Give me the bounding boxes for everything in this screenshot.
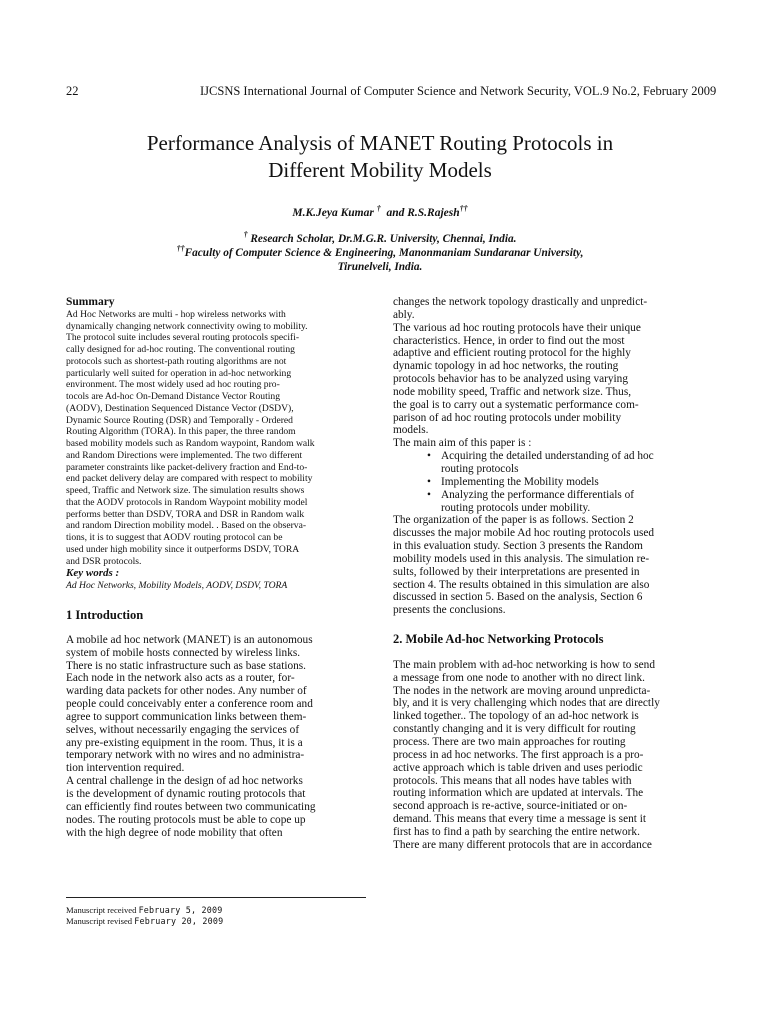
summary-line: speed, Traffic and Network size. The simulation results shows: [66, 485, 305, 497]
affiliations: [60, 232, 700, 274]
text-line: characteristics. Hence, in order to find out the most: [393, 334, 625, 347]
text-line: models.: [393, 424, 429, 437]
affil-mark: ††: [176, 244, 185, 254]
text-line: presents the conclusions.: [393, 604, 506, 617]
footnote-divider: [66, 897, 366, 898]
right-column: [393, 296, 691, 852]
text-line: bly, and it is very challenging which nodes that are directly: [393, 697, 660, 710]
text-line: a message from one node to another with no direct link.: [393, 671, 645, 684]
authors: [60, 204, 700, 219]
text-line: changes the network topology drastically and unpredict-: [393, 296, 648, 308]
intro-continued-text: [393, 296, 691, 450]
text-line: with the high degree of node mobility that often: [66, 826, 283, 839]
text-line: routing protocols under mobility.: [441, 501, 591, 514]
summary-line: cally designed for ad-hoc routing. The conventional routing: [66, 344, 295, 356]
author-name: and R.S.Rajesh: [386, 207, 460, 219]
summary-line: The protocol suite includes several routing protocols specifi-: [66, 332, 300, 344]
text-line: node mobility speed, Traffic and network size. Thus,: [393, 385, 632, 398]
summary-line: dynamically changing network connectivity owing to mobility.: [66, 320, 308, 332]
summary-line: end packet delivery delay are compared with respect to mobility: [66, 473, 313, 485]
author-mark: ††: [459, 204, 468, 214]
author-mark: †: [376, 204, 381, 214]
text-line: • Implementing the Mobility models: [441, 475, 599, 488]
footnote-date: February 20, 2009: [134, 916, 224, 927]
summary-line: and Random Directions were implemented. The two different: [66, 449, 303, 461]
summary-line: protocols such as shortest-path routing algorithms are not: [66, 355, 287, 367]
organization-text: [393, 514, 691, 617]
text-line: The organization of the paper is as follows. Section 2: [393, 514, 634, 527]
author-name: M.K.Jeya Kumar: [292, 207, 374, 219]
left-column: [66, 296, 366, 839]
running-header: IJCSNS International Journal of Computer Science and Network Security, VOL.9 No.2, February 2009: [200, 84, 717, 98]
aim-bullet-item: [441, 450, 691, 476]
affil-mark: †: [243, 230, 248, 240]
keywords-heading: Key words :: [66, 567, 120, 580]
text-line: discusses the major mobile Ad hoc routing protocols used: [393, 527, 655, 540]
text-line: second approach is re-active, source-initiated or on-: [393, 800, 628, 813]
text-line: sults, followed by their interpretations are presented in: [393, 565, 640, 578]
page-number: 22: [66, 84, 79, 98]
affil-text: Faculty of Computer Science & Engineering, Manonmaniam Sundaranar University,: [184, 247, 584, 259]
summary-line: Dynamic Source Routing (DSR) and Temporally - Ordered: [66, 414, 293, 426]
keywords: Ad Hoc Networks, Mobility Models, AODV, DSDV, TORA: [66, 580, 288, 592]
footnotes: [66, 905, 223, 927]
text-line: Each node in the network also acts as a router, for-: [66, 672, 295, 685]
aim-bullet-item: [441, 489, 691, 515]
text-line: process in ad hoc networks. The first approach is a pro-: [393, 748, 644, 761]
text-line: process. There are two main approaches for routing: [393, 736, 626, 748]
text-line: There is no static infrastructure such as base stations.: [66, 659, 306, 672]
summary-line: that the AODV protocols in Random Waypoint mobility model: [66, 496, 308, 508]
text-line: • Acquiring the detailed understanding of ad hoc: [441, 450, 654, 463]
text-line: can efficiently find routes between two communicating: [66, 800, 316, 813]
footnote-date: February 5, 2009: [138, 905, 223, 915]
text-line: routing protocols: [441, 462, 519, 475]
summary-line: and DSR protocols.: [66, 555, 142, 567]
text-line: The main problem with ad-hoc networking is how to send: [393, 658, 655, 671]
text-line: mobility models used in this analysis. The simulation re-: [393, 552, 650, 565]
summary-line: based mobility models such as Random waypoint, Random walk: [66, 438, 315, 450]
affiliation: [60, 246, 700, 260]
text-line: A mobile ad hoc network (MANET) is an autonomous: [66, 633, 313, 646]
text-line: The nodes in the network are moving around unpredicta-: [393, 684, 651, 697]
intro-heading: 1 Introduction: [66, 608, 144, 623]
text-line: warding data packets for other nodes. Any number of: [66, 685, 307, 698]
summary-line: tions, it is to suggest that AODV routing protocol can be: [66, 532, 283, 544]
footnote-received: [66, 905, 223, 916]
text-line: first has to find a path by searching the entire network.: [393, 825, 640, 838]
aim-bullet-item: [441, 476, 691, 489]
footnote-label: Manuscript received: [66, 905, 137, 915]
section2-text: [393, 659, 691, 852]
text-line: A central challenge in the design of ad hoc networks: [66, 775, 303, 788]
summary-text: [66, 309, 366, 568]
affiliation: Tirunelveli, India.: [337, 261, 423, 273]
text-line: The main aim of this paper is :: [393, 437, 532, 450]
intro-text: [66, 634, 366, 840]
text-line: adaptive and efficient routing protocol for the highly: [393, 347, 631, 360]
text-line: protocols behavior has to be analyzed using varying: [393, 373, 628, 386]
summary-line: parameter constraints like packet-delivery fraction and End-to-: [66, 461, 308, 473]
text-line: protocols. This means that all nodes have tables with: [393, 774, 632, 787]
text-line: any pre-existing equipment in the room. Thus, it is a: [66, 736, 303, 749]
text-line: constantly changing and it is very difficult for routing: [393, 723, 636, 736]
footnote-revised: [66, 916, 223, 927]
text-line: There are many different protocols that are in accordance: [393, 838, 652, 851]
title-line: Different Mobility Models: [268, 158, 492, 182]
affiliation: [60, 232, 700, 246]
text-line: • Analyzing the performance differentials of: [441, 488, 635, 501]
footnote-label: Manuscript revised: [66, 916, 133, 927]
affil-text: Research Scholar, Dr.M.G.R. University, Chennai, India.: [250, 233, 517, 245]
text-line: demand. This means that every time a message is sent it: [393, 813, 646, 826]
text-line: system of mobile hosts connected by wireless links.: [66, 646, 301, 659]
text-line: routing information which are updated at intervals. The: [393, 787, 644, 800]
text-line: nodes. The routing protocols must be able to cope up: [66, 813, 306, 826]
paper-title: [60, 130, 700, 184]
text-line: temporary network with no wires and no administra-: [66, 749, 305, 762]
summary-line: (AODV), Destination Sequenced Distance Vector (DSDV),: [66, 402, 294, 414]
summary-line: used under high mobility since it outperforms DSDV, TORA: [66, 543, 300, 555]
title-line: Performance Analysis of MANET Routing Protocols in: [146, 131, 614, 155]
text-line: parison of ad hoc routing protocols under mobility: [393, 411, 622, 424]
text-line: selves, without necessarily engaging the services of: [66, 723, 300, 736]
summary-line: tocols are Ad-hoc On-Demand Distance Vector Routing: [66, 391, 281, 403]
summary-line: environment. The most widely used ad hoc routing pro-: [66, 379, 280, 391]
summary-heading: Summary: [66, 296, 115, 308]
summary-line: particularly well suited for operation in ad-hoc networking: [66, 367, 292, 379]
text-line: is the development of dynamic routing protocols that: [66, 788, 306, 800]
text-line: section 4. The results obtained in this simulation are also: [393, 578, 650, 591]
section2-heading: 2. Mobile Ad-hoc Networking Protocols: [393, 632, 604, 647]
text-line: the goal is to carry out a systematic performance com-: [393, 398, 639, 411]
text-line: The various ad hoc routing protocols have their unique: [393, 321, 641, 334]
text-line: linked together.. The topology of an ad-hoc network is: [393, 710, 639, 723]
summary-line: Ad Hoc Networks are multi - hop wireless networks with: [66, 308, 286, 320]
summary-line: Routing Algorithm (TORA). In this paper, the three random: [66, 426, 296, 438]
text-line: dynamic topology in ad hoc networks, the routing: [393, 360, 619, 373]
text-line: people could conceivably enter a conference room and: [66, 698, 313, 711]
text-line: active approach which is table driven and uses periodic: [393, 761, 643, 774]
aims-list: [393, 450, 691, 514]
text-line: ably.: [393, 308, 415, 321]
text-line: tion intervention required.: [66, 762, 185, 775]
text-line: discussed in section 5. Based on the analysis, Section 6: [393, 591, 643, 604]
summary-line: performs better than DSDV, TORA and DSR in Random walk: [66, 508, 305, 520]
summary-line: and random Direction mobility model. . Based on the observa-: [66, 520, 307, 532]
text-line: in this evaluation study. Section 3 presents the Random: [393, 540, 643, 553]
text-line: agree to support communication links between them-: [66, 710, 307, 723]
